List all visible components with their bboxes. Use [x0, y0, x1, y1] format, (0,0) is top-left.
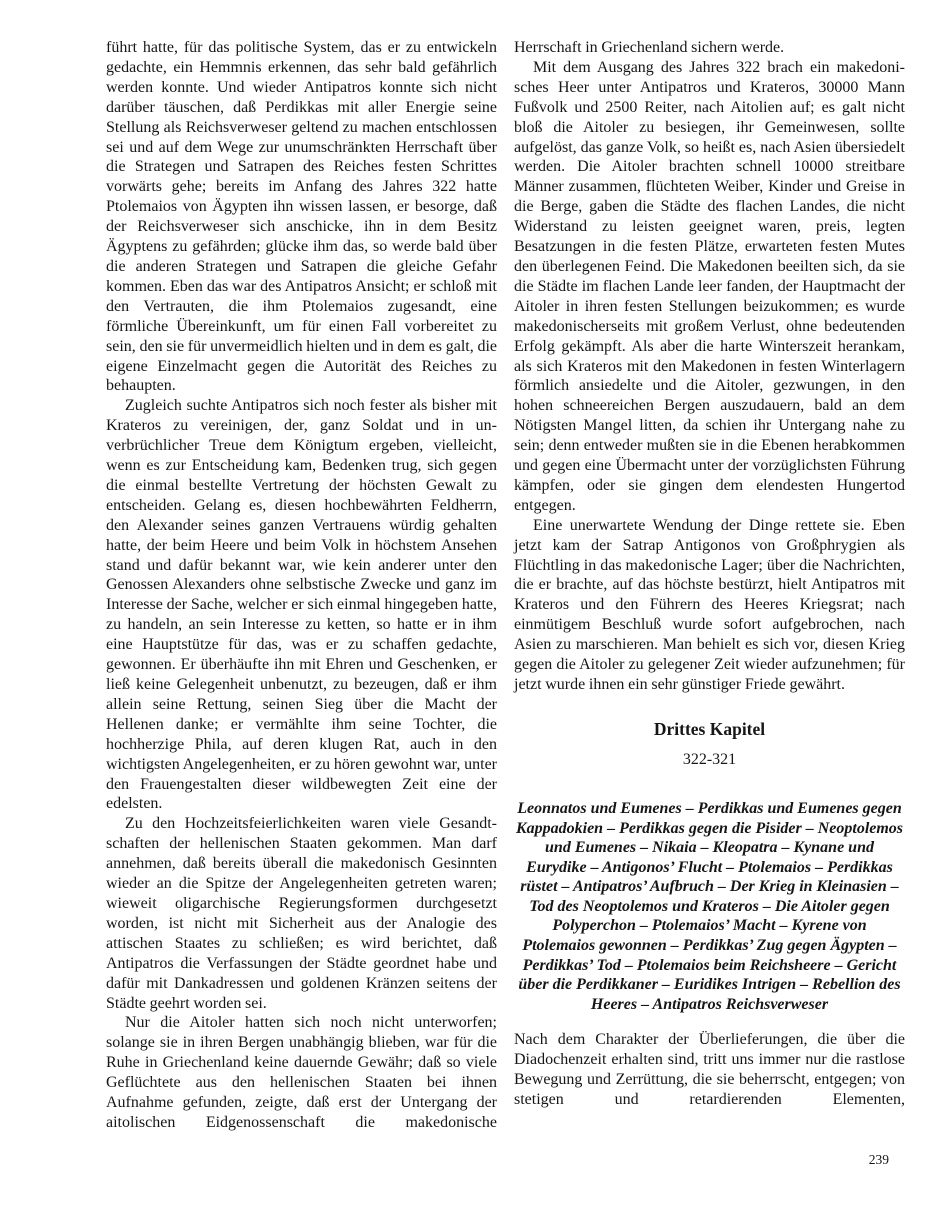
paragraph: Zu den Hochzeitsfeierlichkeiten waren viele Gesandtschaften der hellenischen Staaten gekommen. Man darf annehmen, daß bereits überall die makedonisch Gesinnten wieder an die Spitze der Angelegenheiten getreten waren; wieweit oligarchische Regierungsformen durchgesetzt worden, ist nicht mit Sicherheit aus der Analogie des attischen Staates zu schließen; es wird berichtet, daß Antipatros die Verfassungen der Städte geordnet habe und dafür mit Dankadressen und goldenen Kränzen seitens der Städte geehrt worden sei.	[106, 815, 497, 1012]
paragraph: Mit dem Ausgang des Jahres 322 brach ein makedonisches Heer unter Antipatros und Krateros, 30000 Mann Fußvolk und 2500 Reiter, nach Aitolien auf; es galt nicht bloß die Aitoler zu besiegen, ihr Gemeinwesen, sollte aufgelöst, das ganze Volk, so heißt es, nach Asien übersiedelt werden. Die Aitoler brachten schnell 10000 streitbare Männer zusammen, flüchteten Weiber, Kinder und Greise in die Berge, gaben die Städte des flachen Landes, die nicht Widerstand zu leisten geeignet waren, preis, legten Besatzungen in die festen Plätze, erwarteten festen Mutes den überlegenen Feind. Die Makedonen beeilten sich, da sie die Städte im flachen Lande leer fanden, der Hauptmacht der Aitoler in ihren festen Stellungen beizukommen; es wurde makedonischerseits mit großem Verlust, ohne bedeutenden Erfolg gekämpft. Als aber die harte Winterszeit herankam, als sich Krateros mit den Makedonen in festen Winterlagern förmlich ansiedelte und die Aitoler, gezwungen, in den hohen schneereichen Bergen auszudauern, bald an dem Nötigsten Mangel litten, da schien ihr Untergang nahe zu sein; denn entweder mußten sie in die Ebenen herabkommen und gegen eine Übermacht unter der vorzüglichsten Führung kämpfen, oder sie gingen dem elendesten Hungertod entgegen.	[514, 58, 905, 514]
left-column	[106, 38, 497, 1133]
paragraph: Nur die Aitoler hatten sich noch nicht unterworfen; solange sie in ihren Bergen unabhängig blieben, war für die Ruhe in Griechenland keine dauernde Gewähr; daß so viele Geflüchtete aus den hellenischen Staaten bei ihnen Aufnahme gefunden, zeigte, daß erst der Untergang der aitolischen Eidgenossenschaft die makedonische	[106, 1014, 497, 1131]
chapter-date-range: 322-321	[682, 750, 737, 768]
paragraph: Nach dem Charakter der Überlieferungen, die über die Diadochenzeit erhalten sind, tritt uns immer nur die rastlose Bewegung und Zerrüttung, die sie beherrscht, entgegen; von stetigen und retardierenden Elementen,	[514, 1031, 905, 1109]
paragraph: Eine unerwartete Wendung der Dinge rettete sie. Eben jetzt kam der Satrap Antigonos von Großphrygien als Flüchtling in das makedonische Lager; über die Nachrichten, die er brachte, auf das höchste bestürzt, hielt Antipatros mit Krateros und den Führern des Heeres Kriegsrat; nach einmütigem Beschluß wurde sofort aufgebrochen, nach Asien zu marschieren. Man behielt es sich vor, diesen Krieg gegen die Aitoler zu gelegener Zeit wieder aufzunehmen; für jetzt wurde ihnen ein sehr günstiger Friede gewährt.	[514, 516, 905, 693]
right-column	[514, 38, 905, 1133]
page-number: 239	[868, 1152, 889, 1167]
chapter-title: Drittes Kapitel	[653, 718, 766, 739]
text-columns	[106, 38, 905, 1133]
chapter-summary: Leonnatos und Eumenes – Perdikkas und Eumenes gegen Kappadokien – Perdikkas gegen die Pisider – Neoptolemos und Eumenes – Nikaia – Kleopatra – Kynane und Eurydike – Antigonos’ Flucht – Ptolemaios – Perdikkas rüstet – Antipatros’ Aufbruch – Der Krieg in Kleinasien – Tod des Neoptolemos und Krateros – Die Aitoler gegen Polyperchon – Ptolemaios’ Macht – Kyrene von Ptolemaios gewonnen – Perdikkas’ Zug gegen Ägypten – Perdikkas’ Tod – Ptolemaios beim Reichsheere – Gericht über die Perdikkaner – Euridikes Intrigen – Rebellion des Heeres – Antipatros Reichsverweser	[515, 799, 904, 1013]
paragraph-continuation: Herrschaft in Griechenland sichern werde.	[514, 39, 785, 56]
paragraph: Zugleich suchte Antipatros sich noch fester als bisher mit Krateros zu vereinigen, der, ganz Soldat und in unverbrüchlicher Treue dem Königtum ergeben, vielleicht, wenn es zur Entscheidung kam, Bedenken trug, sich gegen die einmal bestellte Vertretung der höchsten Gewalt zu entscheiden. Gelang es, diesen hochbewährten Feldherrn, den Alexander seines ganzen Vertrauens würdig gehalten hatte, der beim Heere und beim Volk in höchstem Ansehen stand und dafür bekannt war, wie kein anderer unter den Genossen Alexanders ohne selbstische Zwecke und ganz im Interesse der Sache, welcher er sich einmal hingegeben hatte, zu handeln, an sein Interesse zu ketten, so hatte er in ihm eine Hauptstütze für das, was er zu schaffen gedachte, gewonnen. Er überhäufte ihn mit Ehren und Geschenken, er ließ keine Gelegenheit unbenutzt, zu bezeugen, daß er ihm allein seine Rettung, seinen Sieg über die Macht der Hellenen danke; er vermählte ihm seine Tochter, die hochherzige Phila, auf deren klugen Rat, auch in den wichtigsten Angelegenheiten, er zu hören gewohnt war, unter den Frauengestalten dieser wildbewegten Zeit eine der edelsten.	[106, 397, 497, 813]
paragraph-continuation: führt hatte, für das politische System, das er zu entwickeln gedachte, ein Hemmnis erkennen, das sehr bald gefährlich werden konnte. Und wieder Antipatros konnte sich nicht darüber täuschen, daß Perdikkas mit aller Energie seine Stellung als Reichsverweser geltend zu machen entschlossen sei und auf dem Wege zur unumschränkten Herrschaft über die Strategen und Satrapen des Reiches festen Schrittes vorwärts gehe; bereits im Anfang des Jahres 322 hatte Ptolemaios von Ägypten ihn wissen lassen, er besorge, daß der Reichsverweser sich anschicke, ihn in dem Besitz Ägyptens zu gefährden; glücke ihm das, so werde bald über die anderen Strategen und Satrapen die gleiche Gefahr kommen. Eben das war des Antipatros Ansicht; er schloß mit den Vertrauten, die ihm Ptolemaios zugesandt, eine förmliche Übereinkunft, um für einen Fall vorbereitet zu sein, den sie für unvermeidlich hielten und in dem es galt, die eigene Einzelmacht gegen die Autorität des Reiches zu behaupten.	[106, 39, 497, 395]
